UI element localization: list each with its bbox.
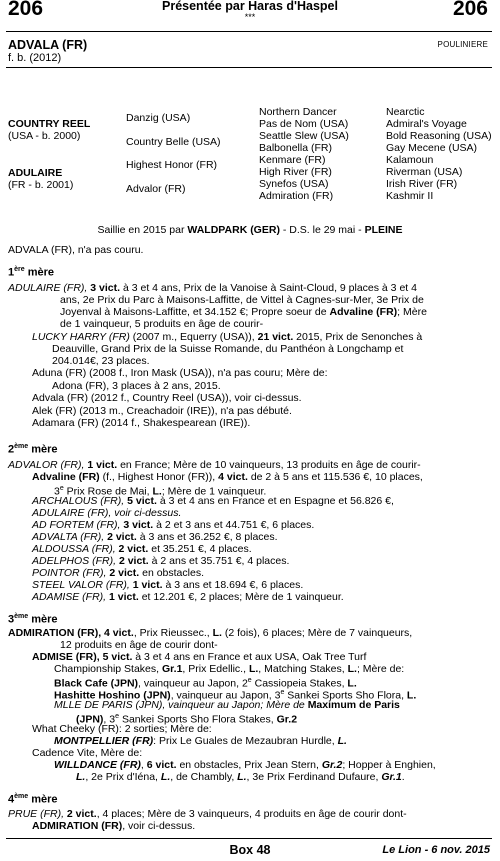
dam-name: ADULAIRE	[8, 167, 63, 179]
produce-entry-line: Championship Stakes, Gr.1, Prix Edellic., L., Matching Stakes, L.; Mère de:	[54, 663, 405, 675]
produce-entry: Black Cafe (JPN), vainqueur au Japon, 2e Cassiopeia Stakes, L.	[54, 677, 357, 690]
pedigree-gen4: Bold Reasoning (USA)	[386, 130, 492, 142]
section-heading-3: 3ème mère	[8, 613, 58, 626]
box-number: Box 48	[229, 843, 271, 857]
section-heading-4: 4ème mère	[8, 793, 58, 806]
produce-entry: ALDOUSSA (FR), 2 vict. et 35.251 €, 4 places.	[32, 543, 252, 555]
sale-event: Le Lion - 6 nov. 2015	[382, 844, 490, 856]
produce-entry: Cadence Vite, Mère de:	[32, 747, 143, 759]
dam-entry: ADMIRATION (FR), 4 vict., Prix Rieussec., L. (2 fois), 6 places; Mère de 7 vainqueurs,	[8, 627, 413, 639]
intro-line: ADVALA (FR), n'a pas couru.	[8, 244, 144, 256]
consignor-title: Présentée par Haras d'Haspel	[162, 0, 338, 13]
produce-entry: ADMISE (FR), 5 vict. à 3 et 4 ans en France et aux USA, Oak Tree Turf	[32, 651, 367, 663]
produce-entry: WILLDANCE (FR), 6 vict. en obstacles, Prix Jean Stern, Gr.2; Hopper à Enghien,	[54, 759, 436, 771]
produce-entry: ADAMISE (FR), 1 vict. et 12.201 €, 2 places; Mère de 1 vainqueur.	[32, 591, 344, 603]
section-heading-2: 2ème mère	[8, 443, 58, 456]
produce-entry: Advaline (FR) (f., Highest Honor (FR)), 4 vict. de 2 à 5 ans et 115.536 €, 10 places,	[32, 471, 423, 483]
consignor-stars: ***	[244, 12, 256, 22]
dam-entry-line: Joyenval à Maisons-Laffitte, et 34.152 €; Propre soeur de Advaline (FR); Mère	[60, 306, 427, 318]
sire-origin: (USA - b. 2000)	[8, 130, 81, 142]
horse-name: ADVALA (FR)	[8, 38, 88, 52]
produce-entry: ADVALTA (FR), 2 vict. à 3 ans et 36.252 €, 8 places.	[32, 531, 278, 543]
pedigree-gen2: Highest Honor (FR)	[126, 159, 218, 171]
pedigree-gen4: Irish River (FR)	[386, 178, 458, 190]
pedigree-gen3: Balbonella (FR)	[259, 142, 332, 154]
produce-entry: ARCHALOUS (FR), 5 vict. à 3 et 4 ans en France et en Espagne et 56.826 €,	[32, 495, 394, 507]
pedigree-gen3: Admiration (FR)	[259, 190, 334, 202]
produce-entry: Alek (FR) (2013 m., Creachadoir (IRE)), n'a pas débuté.	[32, 405, 292, 417]
pedigree-gen2: Danzig (USA)	[126, 112, 191, 124]
dam-entry: ADULAIRE (FR), 3 vict. à 3 et 4 ans, Prix de la Vanoise à Saint-Cloud, 9 places à 3 et 4	[8, 282, 417, 294]
covering-line: Saillie en 2015 par WALDPARK (GER) - D.S. le 29 mai - PLEINE	[97, 224, 403, 236]
produce-entry: Hashitte Hoshino (JPN), vainqueur au Japon, 3e Sankei Sports Sho Flora, L.	[54, 689, 417, 702]
dam-origin: (FR - b. 2001)	[8, 179, 74, 191]
pedigree-rule	[6, 67, 492, 68]
produce-entry: MLLE DE PARIS (JPN), vainqueur au Japon; Mère de Maximum de Paris	[54, 699, 400, 711]
pedigree-gen4: Admiral's Voyage	[386, 118, 467, 130]
pedigree-gen4: Kashmir II	[386, 190, 434, 202]
pedigree-gen4: Gay Mecene (USA)	[386, 142, 478, 154]
horse-description: f. b. (2012)	[8, 52, 62, 64]
lot-number-right: 206	[452, 0, 488, 20]
pedigree-gen3: Seattle Slew (USA)	[259, 130, 349, 142]
produce-entry-line: 204.014€, 23 places.	[52, 355, 150, 367]
pedigree-gen2: Advalor (FR)	[126, 183, 186, 195]
pedigree-gen2: Country Belle (USA)	[126, 136, 221, 148]
produce-entry: ADULAIRE (FR), voir ci-dessus.	[32, 507, 182, 519]
produce-entry-line: L., 2e Prix d'Iéna, L., de Chambly, L., 3e Prix Ferdinand Dufaure, Gr.1.	[76, 771, 405, 783]
pedigree-gen4: Nearctic	[386, 106, 425, 118]
produce-entry: STEEL VALOR (FR), 1 vict. à 3 ans et 18.694 €, 6 places.	[32, 579, 304, 591]
pedigree-gen4: Riverman (USA)	[386, 166, 463, 178]
produce-entry-line: 3e Prix Rose de Mai, L.; Mère de 1 vainqueur.	[54, 485, 267, 498]
produce-entry: POINTOR (FR), 2 vict. en obstacles.	[32, 567, 204, 579]
dam-entry-line: ans, 2e Prix du Parc à Maisons-Laffitte, de Vittel à Cagnes-sur-Mer, 3e Prix de	[60, 294, 424, 306]
produce-entry: MONTPELLIER (FR): Prix Le Guales de Mezaubran Hurdle, L.	[54, 735, 347, 747]
produce-entry: LUCKY HARRY (FR) (2007 m., Equerry (USA)), 21 vict. 2015, Prix de Senonches à	[32, 331, 423, 343]
produce-entry-line: (JPN), 3e Sankei Sports Sho Flora Stakes, Gr.2	[76, 713, 298, 726]
pedigree-gen3: Northern Dancer	[259, 106, 337, 118]
produce-entry: Adamara (FR) (2014 f., Shakespearean (IRE)).	[32, 417, 251, 429]
produce-entry-line: Deauville, Grand Prix de la Suisse Romande, du Panthéon à Longchamp et	[52, 343, 404, 355]
produce-entry: AD FORTEM (FR), 3 vict. à 2 et 3 ans et 44.751 €, 6 places.	[32, 519, 315, 531]
produce-entry-line: Adona (FR), 3 places à 2 ans, 2015.	[52, 380, 221, 392]
produce-entry: ADELPHOS (FR), 2 vict. à 2 ans et 35.751 €, 4 places.	[32, 555, 290, 567]
footer-rule	[6, 838, 492, 839]
dam-entry-line: de 1 vainqueur, 5 produits en âge de courir-	[60, 318, 264, 330]
dam-entry: PRUE (FR), 2 vict., 4 places; Mère de 3 vainqueurs, 4 produits en âge de courir dont-	[8, 808, 407, 820]
pedigree-gen3: Synefos (USA)	[259, 178, 329, 190]
produce-entry: What Cheeky (FR): 2 sorties; Mère de:	[32, 723, 212, 735]
sire-name: COUNTRY REEL	[8, 118, 91, 130]
pedigree-gen3: Kenmare (FR)	[259, 154, 326, 166]
dam-entry-line: 12 produits en âge de courir dont-	[60, 639, 218, 651]
produce-entry: ADMIRATION (FR), voir ci-dessus.	[32, 820, 196, 832]
produce-entry: Advala (FR) (2012 f., Country Reel (USA)), voir ci-dessus.	[32, 392, 302, 404]
header-rule	[6, 31, 492, 32]
lot-number-left: 206	[8, 0, 44, 20]
pedigree-gen3: High River (FR)	[259, 166, 332, 178]
horse-category: POULINIERE	[437, 40, 488, 49]
section-heading-1: 1ère mère	[8, 266, 54, 279]
produce-entry: Aduna (FR) (2008 f., Iron Mask (USA)), n'a pas couru; Mère de:	[32, 367, 328, 379]
dam-entry: ADVALOR (FR), 1 vict. en France; Mère de 10 vainqueurs, 13 produits en âge de courir-	[8, 459, 421, 471]
pedigree-gen4: Kalamoun	[386, 154, 434, 166]
pedigree-gen3: Pas de Nom (USA)	[259, 118, 349, 130]
